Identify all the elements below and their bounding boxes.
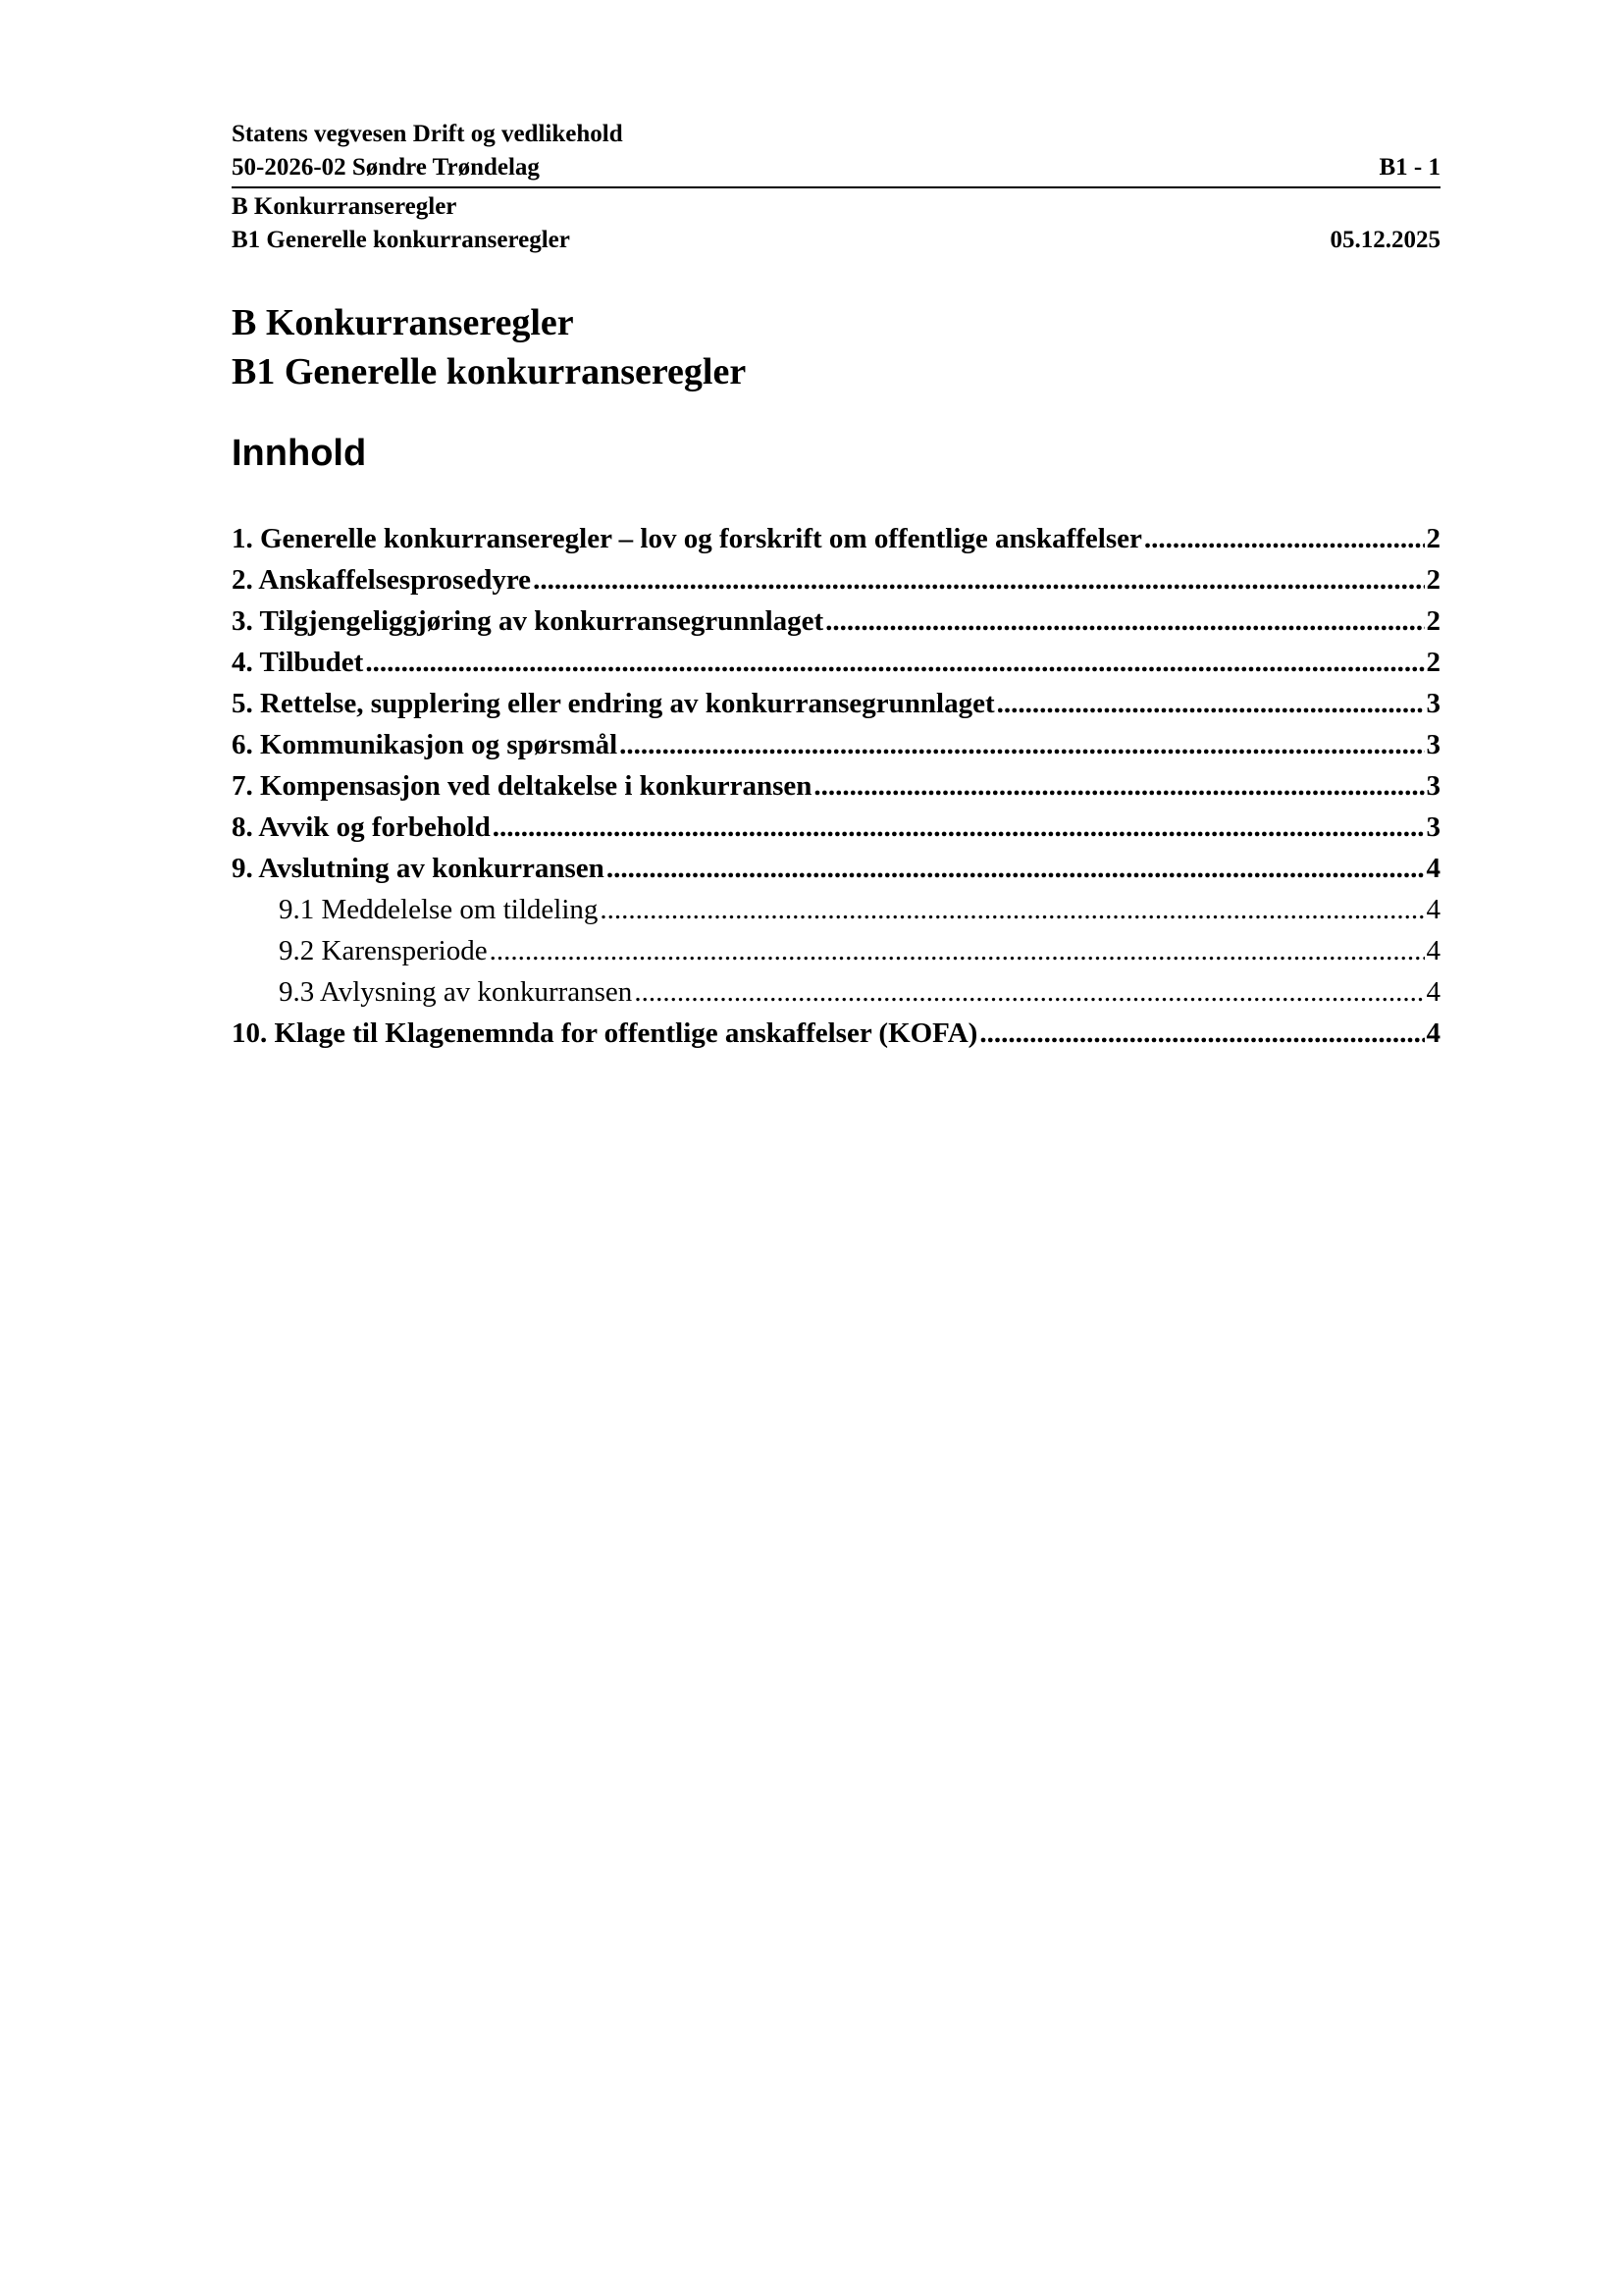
- toc-entry[interactable]: [232, 642, 1441, 683]
- toc-dot-leader: [493, 807, 1425, 848]
- header-date: 05.12.2025: [1330, 227, 1441, 253]
- toc-entry-page-number: 3: [1426, 811, 1441, 843]
- running-header: [232, 118, 1441, 257]
- toc-dot-leader: [825, 600, 1424, 642]
- header-row-contract: [232, 151, 1441, 184]
- toc-dot-leader: [997, 683, 1425, 724]
- toc-dot-leader: [619, 724, 1424, 765]
- toc-entry-label: 9. Avslutning av konkurransen: [232, 853, 604, 884]
- header-subsection: B1 Generelle konkurranseregler: [232, 227, 570, 253]
- toc-entry[interactable]: [232, 683, 1441, 724]
- toc-dot-leader: [533, 559, 1424, 600]
- header-org: Statens vegvesen Drift og vedlikehold: [232, 121, 623, 147]
- toc-entry-page-number: 4: [1426, 935, 1441, 966]
- toc-entry-label: 4. Tilbudet: [232, 647, 364, 678]
- toc-entry-label: 2. Anskaffelsesprosedyre: [232, 564, 532, 596]
- toc-entry-label: 6. Kommunikasjon og spørsmål: [232, 729, 618, 760]
- toc-entry-label: 8. Avvik og forbehold: [232, 811, 491, 843]
- toc-entry[interactable]: [232, 930, 1441, 971]
- document-title-line-2: B1 Generelle konkurranseregler: [232, 351, 747, 392]
- header-section: B Konkurranseregler: [232, 193, 457, 220]
- toc-entry[interactable]: [232, 807, 1441, 848]
- toc-entry[interactable]: [232, 1013, 1441, 1054]
- toc-entry-label: 5. Rettelse, supplering eller endring av konkurransegrunnlaget: [232, 688, 995, 719]
- toc-entry-label: 1. Generelle konkurranseregler – lov og forskrift om offentlige anskaffelser: [232, 523, 1142, 554]
- toc-entry[interactable]: [232, 848, 1441, 889]
- toc-entry[interactable]: [232, 889, 1441, 930]
- toc-dot-leader: [365, 642, 1424, 683]
- toc-entry-page-number: 4: [1426, 894, 1441, 925]
- toc-entry[interactable]: [232, 765, 1441, 807]
- header-page-ref: B1 - 1: [1379, 154, 1441, 181]
- toc-entry[interactable]: [232, 600, 1441, 642]
- toc-entry-label: 3. Tilgjengeliggjøring av konkurransegrunnlaget: [232, 605, 824, 637]
- toc-entry-page-number: 3: [1426, 729, 1441, 760]
- toc-entry-page-number: 2: [1426, 647, 1441, 678]
- toc-entry-page-number: 2: [1426, 605, 1441, 637]
- toc-dot-leader: [813, 765, 1424, 807]
- toc-dot-leader: [1144, 518, 1425, 559]
- toc-entry-label: 7. Kompensasjon ved deltakelse i konkurransen: [232, 770, 812, 802]
- toc-entry-page-number: 4: [1426, 853, 1441, 884]
- toc-entry[interactable]: [232, 724, 1441, 765]
- header-contract: 50-2026-02 Søndre Trøndelag: [232, 154, 540, 181]
- toc-entry-page-number: 2: [1426, 523, 1441, 554]
- toc-dot-leader: [979, 1013, 1424, 1054]
- toc-entry-label: 9.2 Karensperiode: [279, 935, 488, 966]
- toc-dot-leader: [490, 930, 1425, 971]
- toc-dot-leader: [606, 848, 1425, 889]
- toc-entry-page-number: 3: [1426, 688, 1441, 719]
- toc-entry[interactable]: [232, 559, 1441, 600]
- toc-entry-page-number: 3: [1426, 770, 1441, 802]
- toc-entry-page-number: 4: [1426, 1017, 1441, 1049]
- toc-entry-label: 9.3 Avlysning av konkurransen: [279, 976, 633, 1008]
- header-row-section: [232, 190, 1441, 224]
- toc-entry-label: 10. Klage til Klagenemnda for offentlige anskaffelser (KOFA): [232, 1017, 978, 1049]
- document-title-line-1: B Konkurranseregler: [232, 302, 574, 343]
- toc-entry-page-number: 4: [1426, 976, 1441, 1008]
- toc-dot-leader: [634, 971, 1424, 1013]
- document-title: [232, 298, 1441, 396]
- header-divider: [232, 186, 1441, 188]
- toc-heading: Innhold: [232, 433, 367, 474]
- toc-entry[interactable]: [232, 971, 1441, 1013]
- toc-entry-page-number: 2: [1426, 564, 1441, 596]
- toc-dot-leader: [600, 889, 1424, 930]
- toc-entry[interactable]: [232, 518, 1441, 559]
- header-row-org: [232, 118, 1441, 151]
- toc-entry-label: 9.1 Meddelelse om tildeling: [279, 894, 599, 925]
- document-page: [232, 118, 1441, 1054]
- table-of-contents: [232, 518, 1441, 1054]
- header-row-subsection: [232, 224, 1441, 257]
